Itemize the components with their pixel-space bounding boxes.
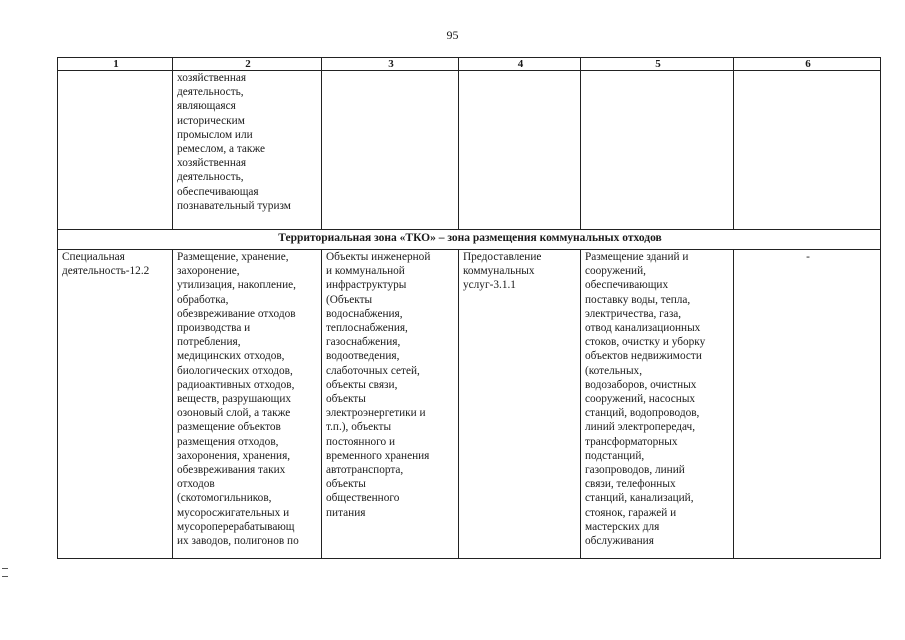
page-number: 95 (446, 28, 459, 42)
table-row (58, 250, 881, 559)
column-header-6: 6 (734, 58, 881, 71)
table-row-continued (58, 71, 881, 230)
cell-continued-col4 (459, 71, 581, 230)
cell-col6-dash: - (734, 250, 881, 559)
column-header-3: 3 (322, 58, 459, 71)
cell-continued-col2 (173, 71, 322, 230)
zone-title: Территориальная зона «ТКО» – зона размещения коммунальных отходов (58, 230, 881, 250)
margin-tick (2, 568, 8, 569)
zone-title-row (58, 230, 881, 250)
cell-continued-col3 (322, 71, 459, 230)
cell-continued-col5 (581, 71, 734, 230)
column-header-1: 1 (58, 58, 173, 71)
cell-continued-col6 (734, 71, 881, 230)
column-header-4: 4 (459, 58, 581, 71)
column-header-2: 2 (173, 58, 322, 71)
cell-auxiliary-use: Предоставление коммунальных услуг-3.1.1 (459, 250, 581, 559)
margin-tick (2, 576, 8, 577)
column-header-5: 5 (581, 58, 734, 71)
cell-auxiliary-description: Размещение зданий и сооружений, обеспечивающих поставку воды, тепла, электричества, газа, отвод канализационных стоков, очистку и уборку объектов недвижимости (котельных, водозаборов, очистных сооружений, насосных станций, водопроводов, линий электропередач, трансформаторных подстанций, газопроводов, линий связи, телефонных станций, канализаций, стоянок, гаражей и мастерских для обслуживания (581, 250, 734, 559)
continued-activity-text: хозяйственная деятельность, являющаяся историческим промыслом или ремеслом, а также хозяйственная деятельность, обеспечивающая познавательный туризм (177, 72, 291, 212)
cell-permitted-objects: Объекты инженерной и коммунальной инфраструктуры (Объекты водоснабжения, теплоснабжения, газоснабжения, водоотведения, слаботочных сетей, объекты связи, объекты электроэнергетики и т.п.), объекты постоянного и временного хранения автотранспорта, объекты общественного питания (322, 250, 459, 559)
cell-land-use-type: Специальная деятельность-12.2 (58, 250, 173, 559)
regulations-table (57, 57, 881, 559)
cell-land-use-description: Размещение, хранение, захоронение, утилизация, накопление, обработка, обезвреживание отходов производства и потребления, медицинских отходов, биологических отходов, радиоактивных отходов, веществ, разрушающих озоновый слой, а также размещение объектов размещения отходов, захоронения, хранения, обезвреживания таких отходов (скотомогильников, мусоросжигательных и мусороперерабатывающ их заводов, полигонов по (173, 250, 322, 559)
cell-continued-col1 (58, 71, 173, 230)
table-header-row (58, 58, 881, 71)
